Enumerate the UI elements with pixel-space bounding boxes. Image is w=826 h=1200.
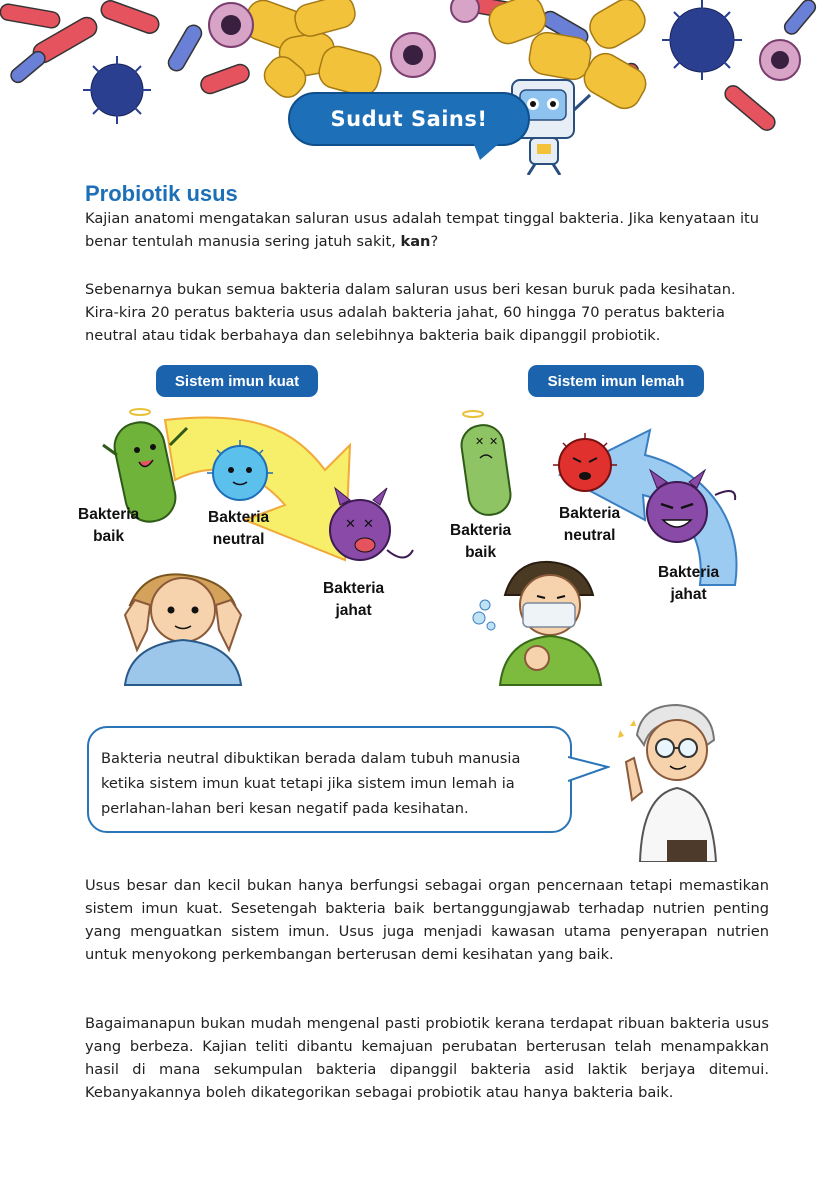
probiotic-identification-paragraph: Bagaimanapun bukan mudah mengenal pasti probiotik kerana terdapat ribuan bakteria usus yang berbeza. Kajian teliti dibantu kemajuan perubatan berterusan telah menampakkan hasil di mana sekumpulan bakteria dipanggil bakteria asid laktik berjaya ditemui. Kebanyakannya boleh dikategorikan sebagai probiotik atau hanya bakteria baik. (85, 1015, 769, 1101)
intro-bold-word: kan (400, 233, 431, 250)
strong-neutral-label (208, 507, 269, 551)
scientist-illustration (612, 700, 732, 862)
intro-text: Kajian anatomi mengatakan saluran usus adalah tempat tinggal bakteria. Jika kenyataan itu benar tentulah manusia sering jatuh sakit, (85, 210, 759, 250)
strong-good-label (78, 504, 139, 548)
strong-bad-line2: jahat (335, 602, 372, 619)
strong-neutral-line1: Bakteria (208, 509, 270, 526)
svg-text:✕: ✕ (475, 436, 485, 448)
weak-bad-line1: Bakteria (658, 564, 720, 581)
strong-bad-line1: Bakteria (323, 580, 385, 597)
speech-bubble-text: Bakteria neutral dibuktikan berada dalam tubuh manusia ketika sistem imun kuat tetapi jika sistem imun lemah ia perlahan-lahan beri kesan negatif pada kesihatan. (101, 750, 521, 817)
svg-text:✕: ✕ (489, 436, 499, 448)
weak-neutral-label (559, 503, 620, 547)
banner-title: Sudut Sains! (330, 107, 488, 131)
weak-good-line2: baik (465, 544, 497, 561)
strong-good-line2: baik (93, 528, 125, 545)
strong-good-line1: Bakteria (78, 506, 140, 523)
strong-immune-label: Sistem imun kuat (156, 365, 318, 397)
svg-text:✕: ✕ (345, 516, 356, 531)
weak-bad-label (658, 562, 719, 606)
banner-tail (470, 134, 510, 160)
weak-immune-label: Sistem imun lemah (528, 365, 704, 397)
article-title: Probiotik usus (85, 181, 238, 206)
weak-neutral-line2: neutral (563, 527, 616, 544)
strong-bad-label (323, 578, 384, 622)
weak-good-line1: Bakteria (450, 522, 512, 539)
intro-end: ? (430, 233, 439, 250)
weak-good-label (450, 520, 511, 564)
intestine-function-paragraph: Usus besar dan kecil bukan hanya berfungsi sebagai organ pencernaan tetapi memastikan sistem imun kuat. Sesetengah bakteria baik bertanggungjawab terhadap nutrien penting yang menguatkan sistem imun. Usus juga menjadi kawasan utama penyerapan nutrien untuk menyokong perkembangan berterusan demi kesihatan yang baik. (85, 877, 769, 963)
weak-bad-line2: jahat (670, 586, 707, 603)
header-bacteria-illustration (0, 0, 826, 175)
weak-neutral-line1: Bakteria (559, 505, 621, 522)
strong-neutral-line2: neutral (212, 531, 265, 548)
svg-text:✕: ✕ (363, 516, 374, 531)
speech-bubble-tail (568, 755, 610, 785)
intro-paragraph (85, 207, 769, 253)
bacteria-share-paragraph: Sebenarnya bukan semua bakteria dalam saluran usus beri kesan buruk pada kesihatan. Kira-kira 20 peratus bakteria usus adalah bakteria jahat, 60 hingga 70 peratus bakteria neutral atau tidak berbahaya dan selebihnya bakteria baik dipanggil probiotik. (85, 281, 736, 344)
